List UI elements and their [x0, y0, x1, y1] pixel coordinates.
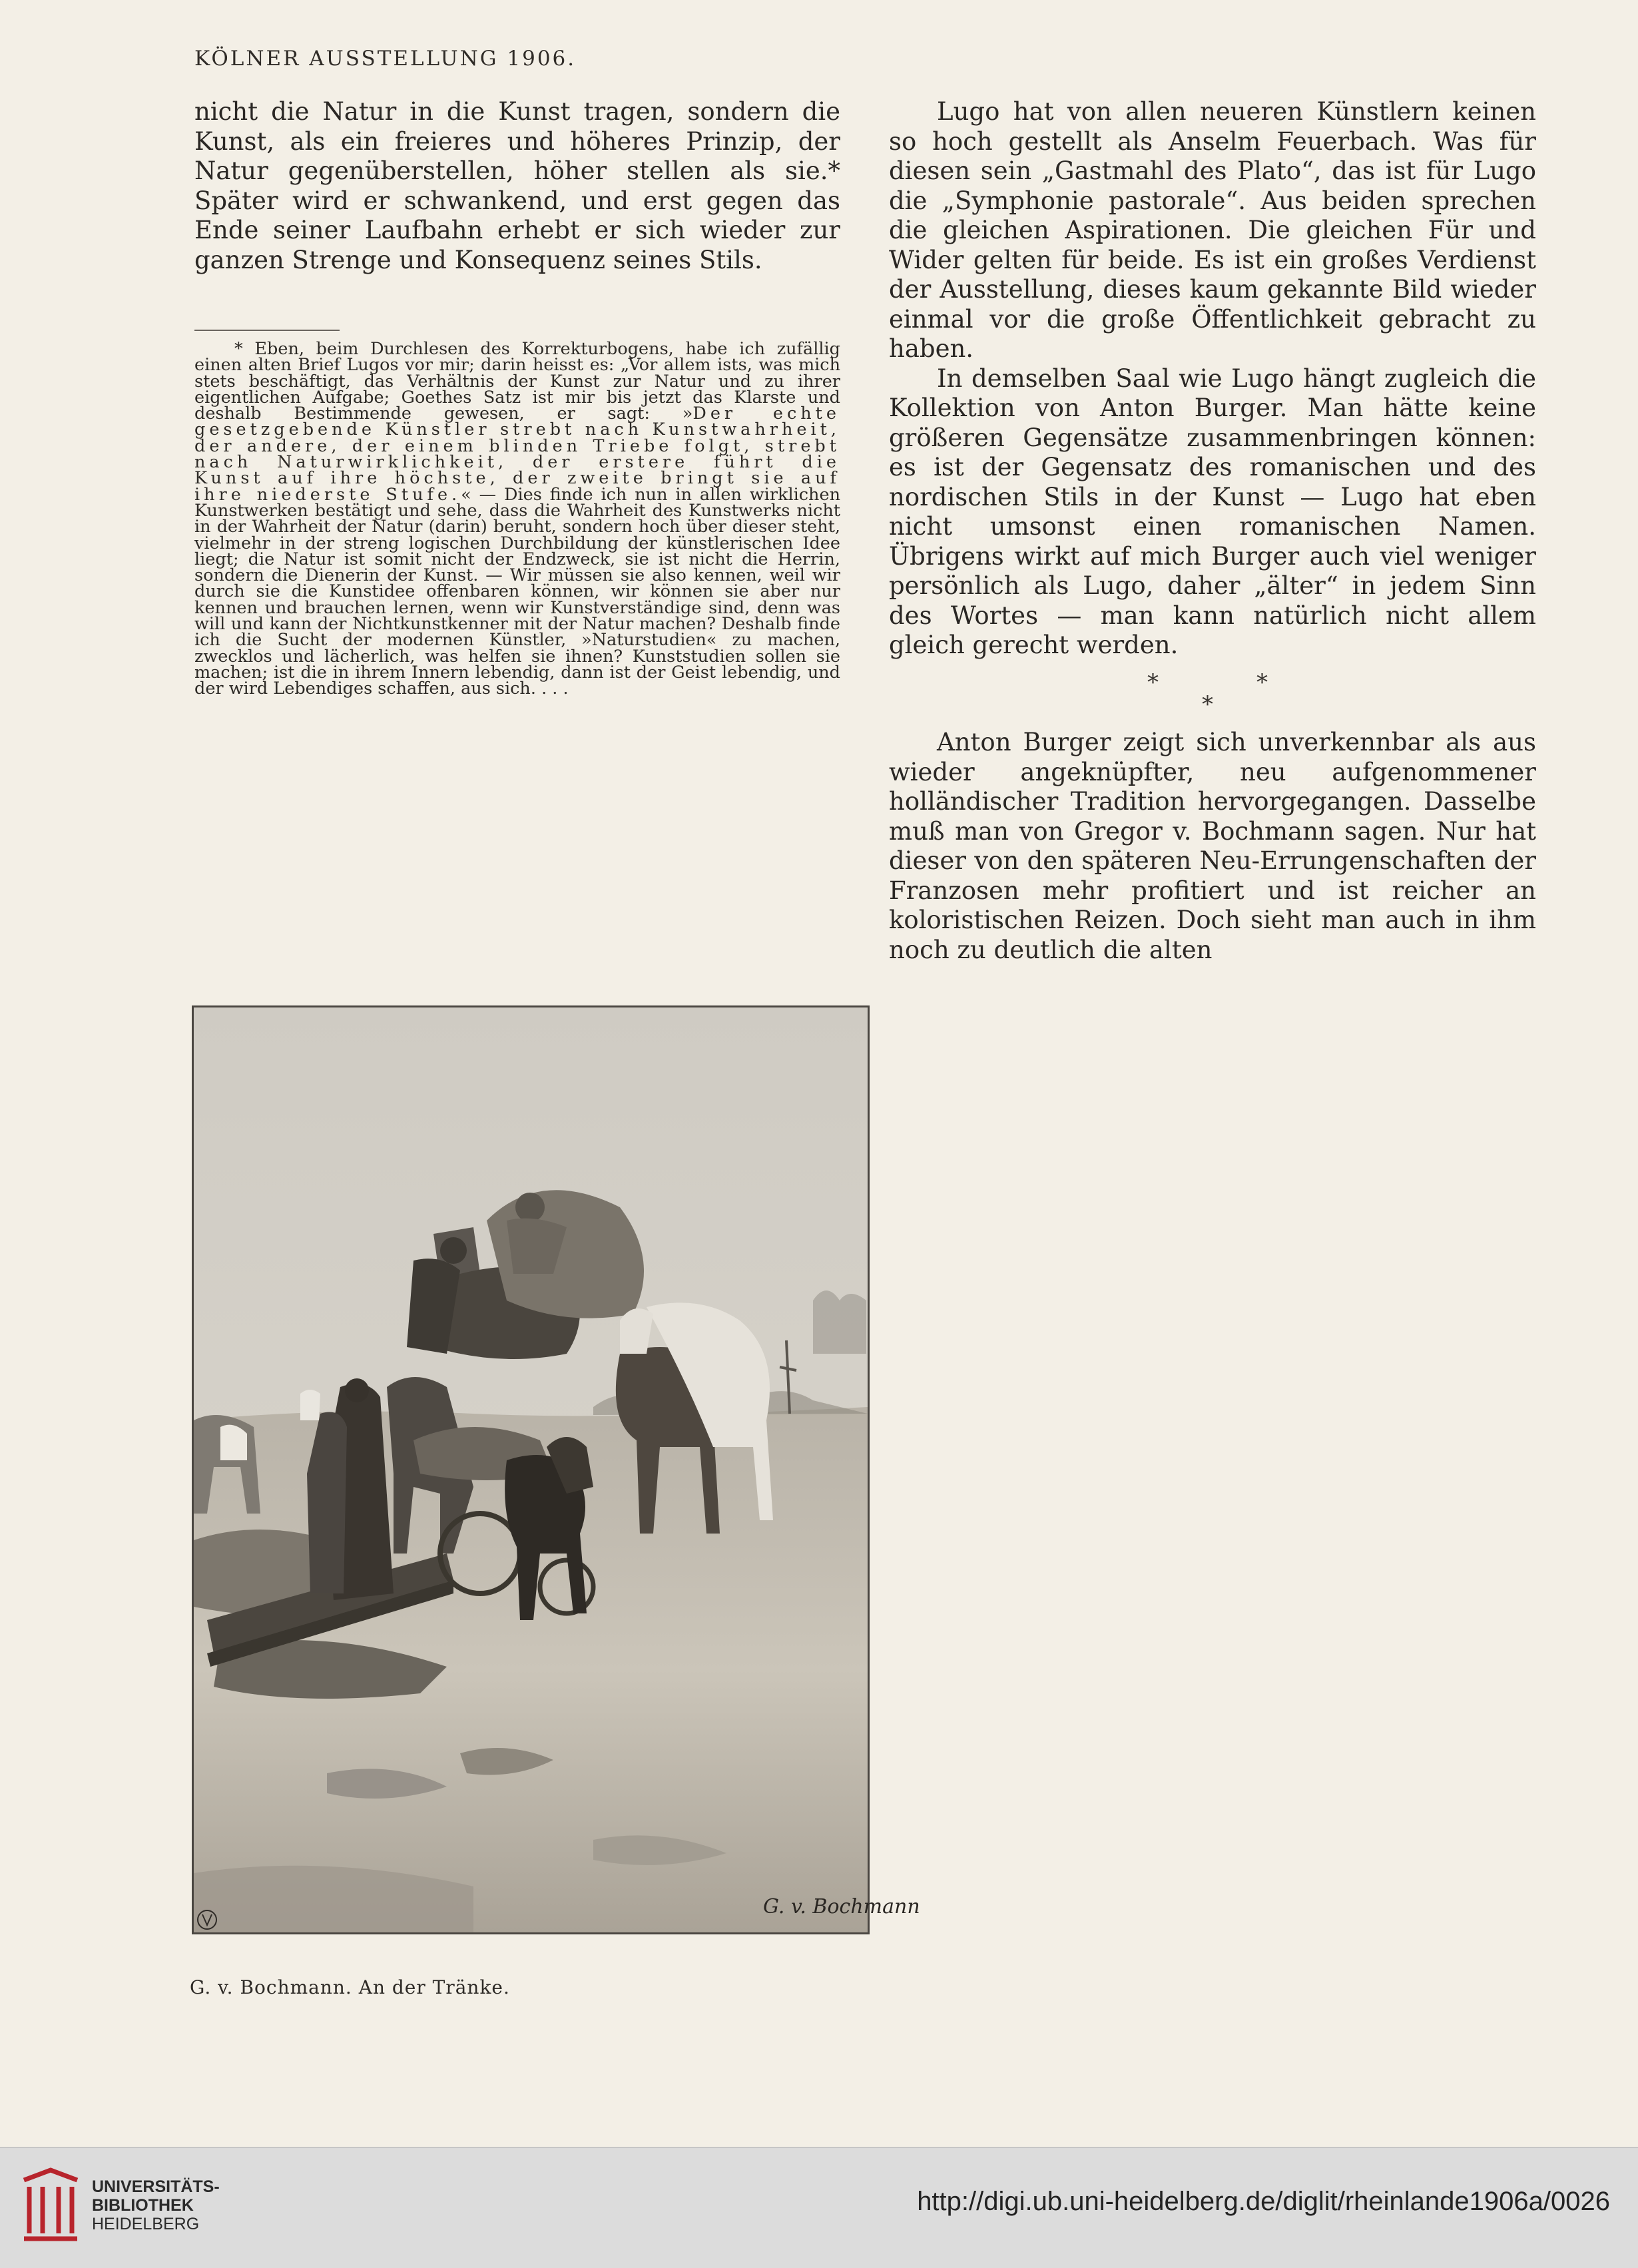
right-column-paragraph-3: Anton Burger zeigt sich unverkennbar als aus wieder angeknüpfter, neu aufgenommener holländischer Tradition hervorgegangen. Dasselbe muß man von Gregor v. Bochmann sagen. Nur hat dieser von den späteren Neu-Errungenschaften der Franzosen mehr profitiert und ist reicher an koloristischen Reizen. Doch sieht man auch in ihm noch zu deutlich die alten — [889, 728, 1536, 964]
right-column-paragraph-2: In demselben Saal wie Lugo hängt zugleich die Kollektion von Anton Burger. Man hätte keine größeren Gegensätze zusammenbringen können: es ist der Gegensatz des romanischen und des nordischen Stils in der Kunst — Lugo hat eben nicht umsonst einen romanischen Namen. Übrigens wirkt auf mich Burger auch viel weniger persönlich als Lugo, daher „älter“ in jedem Sinn des Wortes — man kann natürlich nicht allem gleich gerecht werden. — [889, 364, 1536, 659]
right-column — [889, 97, 1536, 661]
asterism-star-left: * — [1147, 669, 1159, 696]
left-column-paragraph: nicht die Natur in die Kunst tragen, sondern die Kunst, als ein freieres und höheres Prinzip, der Natur gegenüberstellen, höher stellen als sie.* Später wird er schwankend, und erst gegen das Ende seiner Laufbahn erhebt er sich wieder zur ganzen Strenge und Konsequenz seines Stils. — [194, 97, 840, 274]
footnote — [194, 341, 840, 697]
signature-text: G. v. Bochmann — [763, 1895, 920, 1918]
section-asterism — [889, 669, 1536, 716]
right-column-lower — [889, 728, 1536, 965]
footnote-rule — [194, 330, 340, 331]
painting-an-der-traenke — [194, 1007, 920, 1932]
footnote-paragraph — [194, 341, 840, 697]
university-library-logo-icon — [17, 2167, 84, 2247]
asterism-star-right: * — [1256, 669, 1268, 696]
library-footer — [0, 2147, 1638, 2268]
painting-plate — [192, 1005, 920, 1934]
running-head: KÖLNER AUSSTELLUNG 1906. — [194, 47, 577, 71]
asterism-star-center: * — [1202, 691, 1213, 718]
painter-signature — [763, 1895, 920, 1918]
footnote-goethe-quote: Der echte gesetzgebende Künstler strebt nach Kunstwahrheit, der andere, der einem blinden Triebe folgt, strebt nach Naturwirklichkeit, der erstere führt die Kunst auf ihre höchste, der zweite bringt sie auf ihre niederste Stufe. — [194, 404, 840, 505]
footnote-text-part2: « — Dies finde ich nun in allen wirklichen Kunstwerken bestätigt und sehe, dass die Wahrheit des Kunstwerks nicht in der Wahrheit der Natur (darin) beruht, sondern hoch über dieser steht, vielmehr in der streng logischen Durchbildung der künstlerischen Idee liegt; die Natur ist somit nicht der Endzweck, sie ist nicht die Herrin, sondern die Dienerin der Kunst. — Wir müssen sie also kennen, weil wir durch sie die Kunstidee offenbaren können, wir können sie aber nur kennen und brauchen lernen, wenn wir Kunstverständige sind, denn was will und kann der Nichtkunstkenner mit der Natur machen? Deshalb finde ich die Sucht der modernen Künstler, »Naturstudien« zu machen, zwecklos und lächerlich, was helfen sie ihnen? Kunststudien sollen sie machen; ist die in ihrem Innern lebendig, dann ist der Geist lebendig, und der wird Lebendiges schaffen, aus sich. . . . — [194, 484, 840, 699]
footnote-text-part1: * Eben, beim Durchlesen des Korrekturbogens, habe ich zufällig einen alten Brief Lugos vor mir; darin heisst es: „Vor allem ists, was mich stets beschäftigt, das Verhältnis der Kunst zur Natur und zu ihrer eigentlichen Aufgabe; Goethes Satz ist mir bis jetzt das Klarste und deshalb Bestimmende gewesen, er sagt: » — [194, 339, 840, 424]
library-name-line-2: BIBLIOTHEK — [92, 2196, 194, 2215]
library-name-line-3: HEIDELBERG — [92, 2215, 200, 2233]
left-column — [194, 97, 840, 275]
page-url-link[interactable]: http://digi.ub.uni-heidelberg.de/diglit/rheinlande1906a/0026 — [917, 2187, 1610, 2216]
library-name-line-1: UNIVERSITÄTS- — [92, 2177, 220, 2196]
library-name — [92, 2177, 220, 2233]
right-column-paragraph-1: Lugo hat von allen neueren Künstlern keinen so hoch gestellt als Anselm Feuerbach. Was für diesen sein „Gastmahl des Plato“, das ist für Lugo die „Symphonie pastorale“. Aus beiden sprechen die gleichen Aspirationen. Die gleichen Für und Wider gelten für beide. Es ist ein großes Verdienst der Ausstellung, dieses kaum gekannte Bild wieder einmal vor die große Öffentlichkeit gebracht zu haben. — [889, 97, 1536, 363]
figure-caption: G. v. Bochmann. An der Tränke. — [190, 1976, 510, 1998]
